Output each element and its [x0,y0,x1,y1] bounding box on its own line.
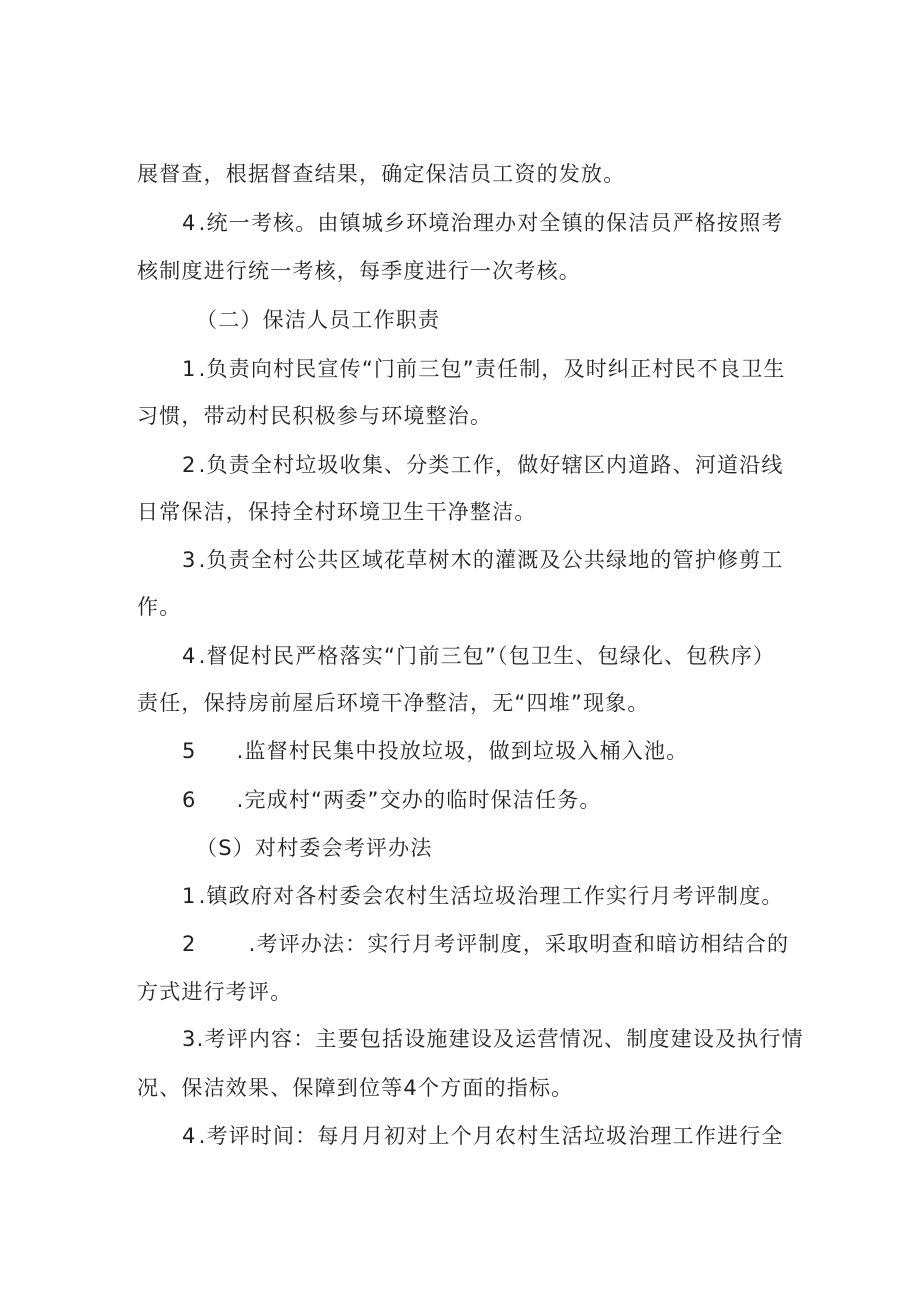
list-number: 2 [182,932,197,956]
paragraph-line [137,592,181,622]
list-item-line [182,641,775,671]
list-item-line [182,929,789,959]
list-number: 2 [182,453,197,477]
line-text: 方式进行考评。 [137,980,293,1004]
line-text: .负责向村民宣传“门前三包”责任制，及时纠正村民不良卫生 [198,357,786,381]
list-item-line [182,450,784,480]
heading-text: （二）保洁人员工作职责 [196,308,441,332]
list-item-line [182,208,784,238]
list-item-line [182,785,602,815]
line-text: .负责全村垃圾收集、分类工作，做好辖区内道路、河道沿线 [198,453,784,477]
line-text: .考评内容：主要包括设施建设及运营情况、制度建设及执行情 [196,1027,804,1051]
list-number: 3 [182,1027,197,1051]
list-number: 1 [182,357,197,381]
line-text: .考评时间：每月月初对上个月农村生活垃圾治理工作进行全 [198,1124,784,1148]
line-text: .督促村民严格落实“门前三包”（包卫生、包绿化、包秩序） [198,644,776,668]
list-item-line [182,881,784,911]
line-text: 日常保洁，保持全村环境卫生干净整洁。 [137,500,537,524]
list-item-line [182,1121,784,1151]
line-text: .镇政府对各村委会农村生活垃圾治理工作实行月考评制度。 [198,884,784,908]
list-number: 4 [182,211,197,235]
list-item-line [182,736,688,766]
line-text: 作。 [137,595,182,619]
paragraph-line [137,159,625,189]
paragraph-line [137,401,492,431]
paragraph-line [137,497,537,527]
line-text: .监督村民集中投放垃圾，做到垃圾入桶入池。 [236,739,689,763]
list-item-line [182,354,786,384]
list-number: 6 [182,788,197,812]
line-text: .完成村“两委”交办的临时保洁任务。 [236,788,602,812]
line-text: 展督查，根据督查结果，确定保洁员工资的发放。 [137,162,626,186]
section-heading [196,833,433,863]
list-item-line [182,545,784,575]
line-text: .考评办法：实行月考评制度，采取明查和暗访相结合的 [248,932,790,956]
list-number: 4 [182,1124,197,1148]
line-text: 核制度进行统一考核，每季度进行一次考核。 [137,259,581,283]
list-number: 5 [182,739,197,763]
line-text: 责任，保持房前屋后环境干净整洁，无“四堆”现象。 [137,691,650,715]
list-item-line [182,1024,804,1054]
paragraph-line [137,688,650,718]
heading-text: （S）对村委会考评办法 [196,836,433,860]
line-text: .负责全村公共区域花草树木的灌溉及公共绿地的管护修剪工 [198,548,784,572]
list-number: 1 [182,884,197,908]
list-number: 3 [182,548,197,572]
line-text: .统一考核。由镇城乡环境治理办对全镇的保洁员严格按照考 [198,211,784,235]
paragraph-line [137,977,292,1007]
list-number: 4 [182,644,197,668]
section-heading [196,305,440,335]
paragraph-line [137,1073,573,1103]
line-text: 习惯，带动村民积极参与环境整治。 [137,404,493,428]
paragraph-line [137,256,581,286]
line-text: 况、保洁效果、保障到位等4个方面的指标。 [137,1076,574,1100]
